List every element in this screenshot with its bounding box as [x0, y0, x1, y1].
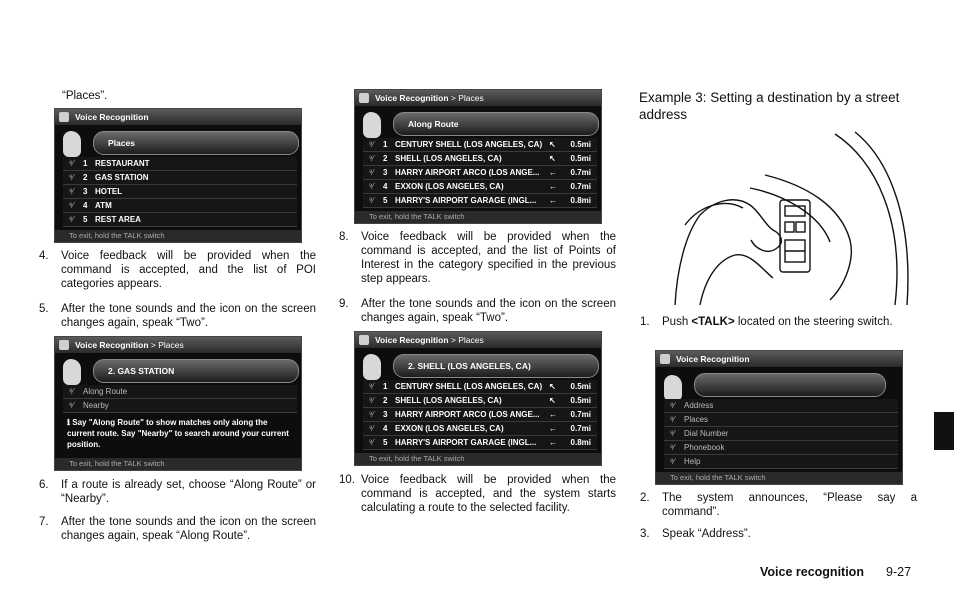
page-footer-section: Voice recognition [760, 565, 864, 579]
list-item: ⁹⁄ 3 HARRY AIRPORT ARCO (LOS ANGE... ← 0.7mi [363, 408, 597, 422]
current-command-pill: 2. SHELL (LOS ANGELES, CA) [393, 354, 599, 378]
current-command-pill: Along Route [393, 112, 599, 136]
screen-title: Voice Recognition [75, 112, 149, 122]
step-number: 4. [39, 250, 49, 262]
screen-header: Voice Recognition > Places [55, 337, 301, 353]
list-item: ⁹⁄ 5 HARRY'S AIRPORT GARAGE (INGL... ← 0.8mi [363, 194, 597, 208]
list-item: ⁹⁄ Phonebook [664, 441, 898, 455]
current-command-pill: Places [93, 131, 299, 155]
mic-icon [359, 335, 369, 345]
step-number: 2. [640, 492, 650, 504]
step-number: 1. [640, 316, 650, 328]
command-list [63, 385, 297, 413]
poi-list [363, 138, 597, 208]
voice-face-icon [363, 112, 381, 138]
list-item: ⁹⁄ 3 HARRY AIRPORT ARCO (LOS ANGE... ← 0.7mi [363, 166, 597, 180]
intro-text: “Places”. [62, 90, 108, 102]
current-command-pill [694, 373, 886, 397]
list-item: ⁹⁄ Along Route [63, 385, 297, 399]
step-text: If a route is already set, choose “Along Route” or “Nearby”. [61, 479, 316, 505]
section-heading: Example 3: Setting a destination by a street address [639, 90, 900, 122]
screen-header: Voice Recognition > Places [355, 90, 601, 106]
poi-list [363, 380, 597, 450]
list-item: ⁹⁄ Places [664, 413, 898, 427]
list-item: ⁹⁄ 2 SHELL (LOS ANGELES, CA) ↖ 0.5mi [363, 152, 597, 166]
screen-footer-hint: To exit, hold the TALK switch [55, 458, 301, 470]
mic-icon [660, 354, 670, 364]
voice-face-icon [363, 354, 381, 380]
list-item: ⁹⁄ 2 GAS STATION [63, 171, 297, 185]
list-item: ⁹⁄ 5 REST AREA [63, 213, 297, 227]
step-number: 5. [39, 303, 49, 315]
step-number: 6. [39, 479, 49, 491]
step-number: 10. [339, 474, 355, 486]
screen-footer-hint: To exit, hold the TALK switch [656, 472, 902, 484]
screen-shell [354, 331, 602, 466]
mic-icon [359, 93, 369, 103]
screen-footer-hint: To exit, hold the TALK switch [355, 453, 601, 465]
direction-arrow-icon: ↖ [549, 382, 556, 391]
list-item: ⁹⁄ 1 CENTURY SHELL (LOS ANGELES, CA) ↖ 0.5mi [363, 380, 597, 394]
step-text: Voice feedback will be provided when the command is accepted, and the list of Points of Interest in the category specified in the previous step appears. [361, 231, 616, 285]
step-text: The system announces, “Please say a command”. [662, 492, 917, 518]
step-text: After the tone sounds and the icon on the screen changes again, speak “Two”. [61, 303, 316, 329]
voice-face-icon [63, 131, 81, 157]
screen-header: Voice Recognition [656, 351, 902, 367]
direction-arrow-icon: ← [549, 410, 557, 419]
screen-header: Voice Recognition > Places [355, 332, 601, 348]
direction-arrow-icon: ← [549, 424, 557, 433]
screen-places [54, 108, 302, 243]
step-number: 9. [339, 298, 349, 310]
direction-arrow-icon: ← [549, 182, 557, 191]
step-text: After the tone sounds and the icon on the screen changes again, speak “Two”. [361, 298, 616, 324]
direction-arrow-icon: ↖ [549, 140, 556, 149]
command-list [63, 157, 297, 227]
direction-arrow-icon: ← [549, 196, 557, 205]
screen-along-route [354, 89, 602, 224]
mic-icon [59, 112, 69, 122]
screen-footer-hint: To exit, hold the TALK switch [355, 211, 601, 223]
list-item: ⁹⁄ 1 RESTAURANT [63, 157, 297, 171]
list-item: ⁹⁄ 4 EXXON (LOS ANGELES, CA) ← 0.7mi [363, 422, 597, 436]
list-item: ⁹⁄ 2 SHELL (LOS ANGELES, CA) ↖ 0.5mi [363, 394, 597, 408]
direction-arrow-icon: ← [549, 438, 557, 447]
direction-arrow-icon: ← [549, 168, 557, 177]
list-item: ⁹⁄ 5 HARRY'S AIRPORT GARAGE (INGL... ← 0.8mi [363, 436, 597, 450]
step-text: After the tone sounds and the icon on the screen changes again, speak “Along Route”. [61, 516, 316, 542]
direction-arrow-icon: ↖ [549, 396, 556, 405]
page-number: 9-27 [886, 565, 912, 579]
chapter-tab [934, 412, 954, 450]
command-list [664, 399, 898, 469]
info-message: ℹ Say "Along Route" to show matches only along the current route. Say "Nearby" to search around your current position. [67, 418, 289, 449]
voice-face-icon [63, 359, 81, 385]
step-text: Voice feedback will be provided when the command is accepted, and the list of POI categories appears. [61, 250, 316, 290]
step-text: Speak “Address”. [662, 528, 751, 540]
step-text: Voice feedback will be provided when the command is accepted, and the system starts calculating a route to the selected facility. [361, 474, 616, 514]
list-item: ⁹⁄ Dial Number [664, 427, 898, 441]
list-item: ⁹⁄ 4 EXXON (LOS ANGELES, CA) ← 0.7mi [363, 180, 597, 194]
direction-arrow-icon: ↖ [549, 154, 556, 163]
step-number: 3. [640, 528, 650, 540]
current-command-pill: 2. GAS STATION [93, 359, 299, 383]
info-icon: ℹ [67, 418, 73, 427]
voice-face-icon [664, 375, 682, 401]
step-text: Push <TALK> located on the steering switch. [662, 316, 893, 328]
mic-icon [59, 340, 69, 350]
list-item: ⁹⁄ 1 CENTURY SHELL (LOS ANGELES, CA) ↖ 0.5mi [363, 138, 597, 152]
screen-footer-hint: To exit, hold the TALK switch [55, 230, 301, 242]
steering-switch-illustration [655, 130, 915, 306]
step-number: 7. [39, 516, 49, 528]
step-number: 8. [339, 231, 349, 243]
talk-button-label: <TALK> [691, 316, 735, 328]
list-item: ⁹⁄ 3 HOTEL [63, 185, 297, 199]
screen-gas-station [54, 336, 302, 471]
list-item: ⁹⁄ Help [664, 455, 898, 469]
screen-header [55, 109, 301, 125]
list-item: ⁹⁄ Nearby [63, 399, 297, 413]
list-item: ⁹⁄ Address [664, 399, 898, 413]
screen-voice-recognition [655, 350, 903, 485]
list-item: ⁹⁄ 4 ATM [63, 199, 297, 213]
